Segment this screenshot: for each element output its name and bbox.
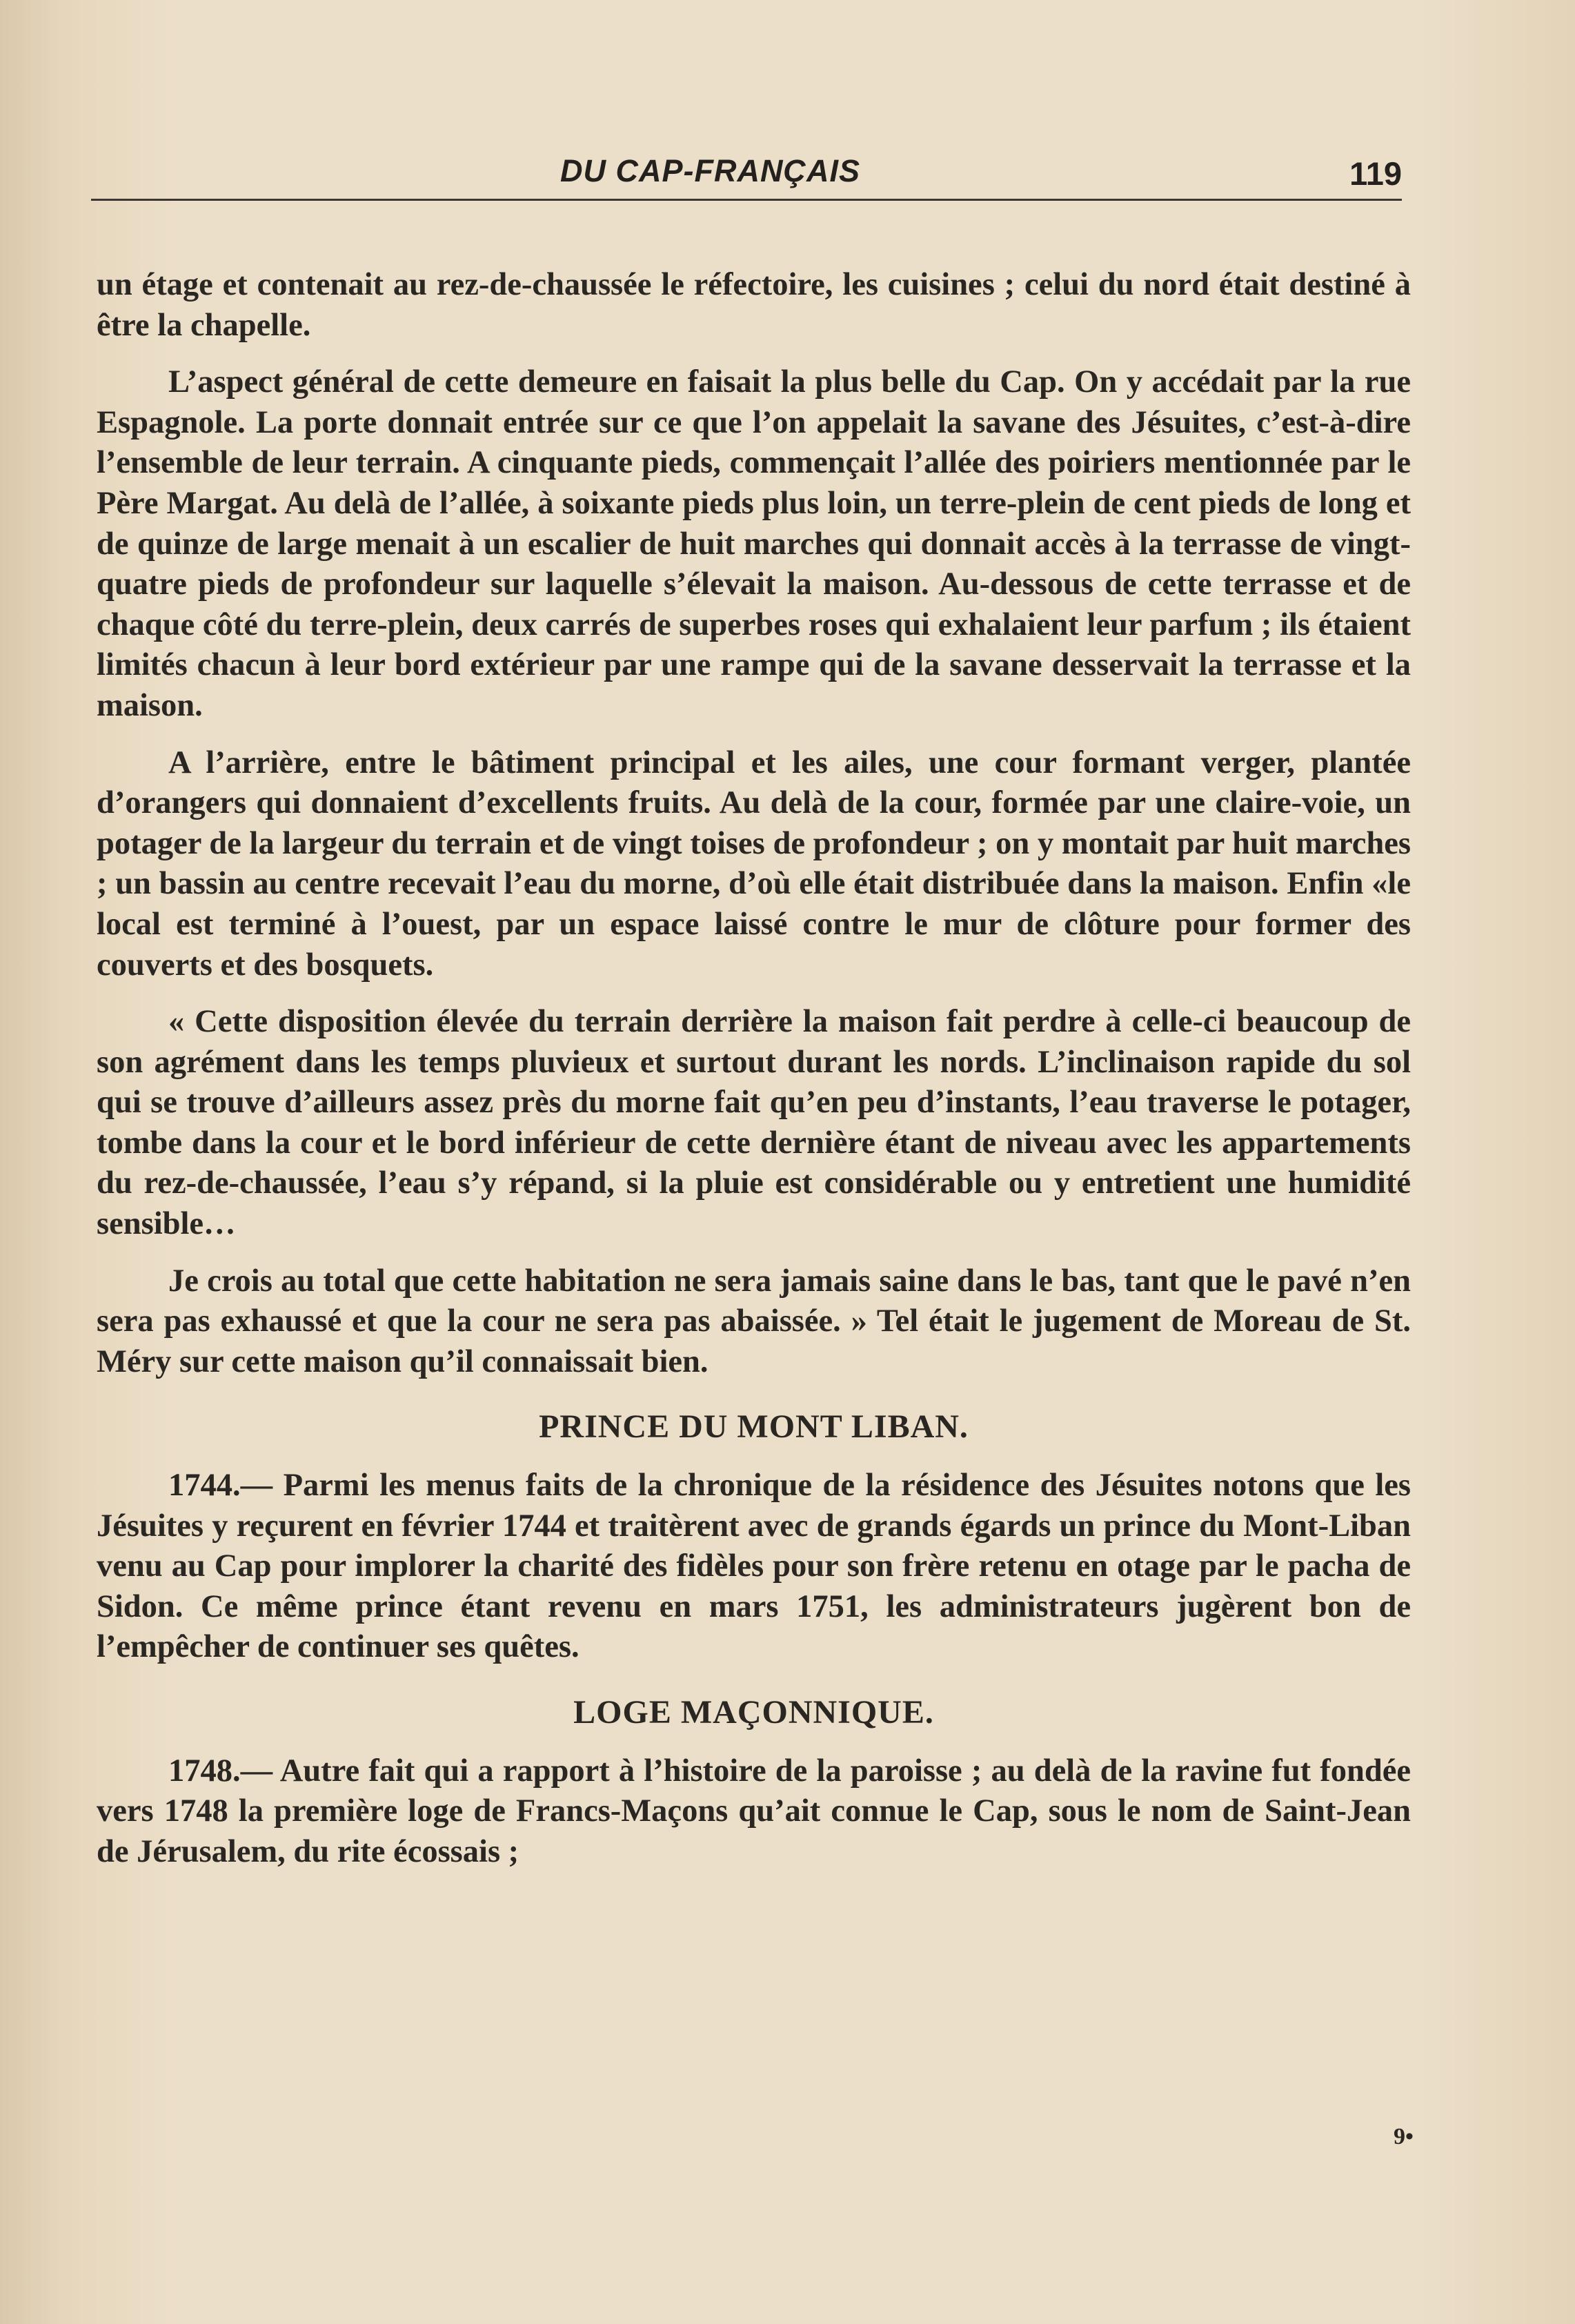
running-header <box>91 146 1402 201</box>
paragraph-1748: 1748.— Autre fait qui a rapport à l’histoire de la paroisse ; au delà de la ravine fut fondée vers 1748 la première loge de Francs-Maçons qu’ait connue le Cap, sous le nom de Saint-Jean de Jérusalem, du rite écossais ; <box>97 1753 1411 1869</box>
paragraph-quote-terrain: « Cette disposition élevée du terrain derrière la maison fait perdre à celle-ci beaucoup de son agrément dans les temps pluvieux et surtout durant les nords. L’inclinaison rapide du sol qui se trouve d’ailleurs assez près du morne fait qu’en peu d’instants, l’eau traverse le potager, tombe dans la cour et le bord inférieur de cette dernière étant de niveau avec les appartements du rez-de-chaussée, l’eau s’y répand, si la pluie est considérable ou y entretient une humidité sensible… <box>97 1004 1411 1242</box>
header-rule <box>91 199 1402 201</box>
paragraph-rear-courtyard: A l’arrière, entre le bâtiment principal et les ailes, une cour formant verger, plantée d’orangers qui donnaient d’excellents fruits. Au delà de la cour, formée par une claire-voie, un potager de la largeur du terrain et de vingt toises de profondeur ; on y montait par huit marches ; un bassin au centre recevait l’eau du morne, d’où elle était distribuée dans la maison. Enfin «le local est terminé à l’ouest, par un espace laissé contre le mur de clôture pour former des couverts et des bosquets. <box>97 745 1411 983</box>
body-text <box>97 265 1411 1889</box>
running-title: DU CAP-FRANÇAIS <box>560 153 860 188</box>
section-heading-loge: LOGE MAÇONNIQUE. <box>573 1694 934 1731</box>
paragraph-1744: 1744.— Parmi les menus faits de la chronique de la résidence des Jésuites notons que les Jésuites y reçurent en février 1744 et traitèrent avec de grands égards un prince du Mont-Liban venu au Cap pour implorer la charité des fidèles pour son frère retenu en otage par le pacha de Sidon. Ce même prince étant revenu en mars 1751, les administrateurs jugèrent bon de l’empêcher de continuer ses quêtes. <box>97 1468 1411 1665</box>
page-number: 119 <box>1349 155 1402 192</box>
paragraph-continuation: un étage et contenait au rez-de-chaussée le réfectoire, les cuisines ; celui du nord était destiné à être la chapelle. <box>97 267 1411 343</box>
section-heading-prince: PRINCE DU MONT LIBAN. <box>539 1408 969 1446</box>
signature-mark: 9• <box>1394 2124 1414 2149</box>
paragraph-quote-conclusion: Je crois au total que cette habitation ne sera jamais saine dans le bas, tant que le pavé n’en sera pas exhaussé et que la cour ne sera pas abaissée. » Tel était le jugement de Moreau de St. Méry sur cette maison qu’il connaissait bien. <box>97 1263 1411 1379</box>
paragraph-general-aspect: L’aspect général de cette demeure en faisait la plus belle du Cap. On y accédait par la rue Espagnole. La porte donnait entrée sur ce que l’on appelait la savane des Jésuites, c’est-à-dire l’ensemble de leur terrain. A cinquante pieds, commençait l’allée des poiriers mentionnée par le Père Margat. Au delà de l’allée, à soixante pieds plus loin, un terre-plein de cent pieds de long et de quinze de large menait à un escalier de huit marches qui donnait accès à la terrasse de vingt-quatre pieds de profondeur sur laquelle s’élevait la maison. Au-dessous de cette terrasse et de chaque côté du terre-plein, deux carrés de superbes roses qui exhalaient leur parfum ; ils étaient limités chacun à leur bord extérieur par une rampe qui de la savane desservait la terrasse et la maison. <box>97 364 1411 723</box>
